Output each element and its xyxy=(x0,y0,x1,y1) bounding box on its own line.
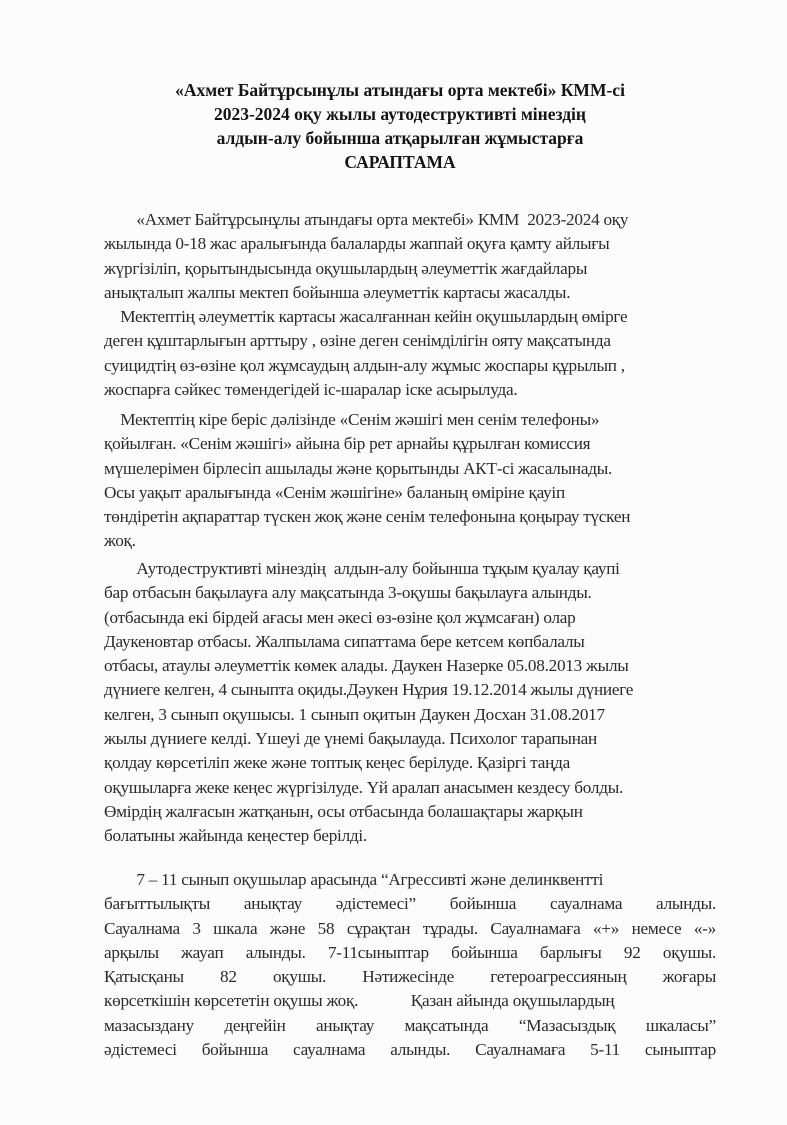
text-line: көрсеткішін көрсететін оқушы жоқ. Қазан айында оқушылардың xyxy=(104,991,615,1011)
text-line: дүниеге келген, 4 сыныпта оқиды.Дәукен Нұрия 19.12.2014 жылы дүниеге xyxy=(104,680,634,700)
text-line: арқылы жауап алынды. 7-11сыныптар бойынша барлығы 92 оқушы. xyxy=(104,942,716,962)
text-line: жоқ. xyxy=(104,531,136,551)
text-line: Өмірдің жалғасын жатқанын, осы отбасында болашақтары жарқын xyxy=(104,801,583,821)
text-line: жылында 0-18 жас аралығында балаларды жаппай оқуға қамту айлығы xyxy=(104,234,610,254)
text-line: мазасыздану деңгейін анықтау мақсатында “Мазасыздық шкаласы” xyxy=(104,1015,716,1035)
text-line: қойылған. «Сенім жәшігі» айына бір рет арнайы құрылған комиссия xyxy=(104,434,591,454)
paragraph-survey-results xyxy=(104,868,716,1062)
paragraph-prevention-plan xyxy=(104,305,710,402)
text-line: әдістемесі бойынша сауалнама алынды. Сауалнамаға 5-11 сыныптар xyxy=(104,1040,716,1060)
text-line: анықталып жалпы мектеп бойынша әлеуметтік картасы жасалды. xyxy=(104,282,571,302)
text-line: жылы дүниеге келді. Үшеуі де үнемі бақылауда. Психолог тарапынан xyxy=(104,729,598,749)
text-line: келген, 3 сынып оқушысы. 1 сынып оқитын Даукен Досхан 31.08.2017 xyxy=(104,704,605,724)
title-line: алдын-алу бойынша атқарылған жұмыстарға xyxy=(216,128,584,148)
title-line: 2023-2024 оқу жылы аутодеструктивті мінездің xyxy=(213,104,586,124)
document-title xyxy=(100,78,700,174)
text-line: 7 – 11 сынып оқушылар арасында “Агрессивті және делинквентті xyxy=(104,870,604,889)
text-line: «Ахмет Байтұрсынұлы атындағы орта мектебі» КММ 2023-2024 оқу xyxy=(104,210,629,229)
title-line: САРАПТАМА xyxy=(344,152,456,172)
text-line: Аутодеструктивті мінездің алдын-алу бойынша тұқым қуалау қаупі xyxy=(104,559,620,578)
text-line: бар отбасын бақылауға алу мақсатында 3-оқушы бақылауға алынды. xyxy=(104,583,592,603)
text-line: деген құштарлығын арттыру , өзіне деген сенімділігін ояту мақсатында xyxy=(104,331,611,351)
text-line: Мектептің әлеуметтік картасы жасалғаннан кейін оқушылардың өмірге xyxy=(104,307,628,326)
text-line: төндіретін ақпараттар түскен жоқ және сенім телефонына қоңырау түскен xyxy=(104,507,631,527)
text-line: бағыттылықты анықтау әдістемесі” бойынша сауалнама алынды. xyxy=(104,894,716,914)
text-line: отбасы, атаулы әлеуметтік көмек алады. Даукен Назерке 05.08.2013 жылы xyxy=(104,656,629,676)
text-line: Даукеновтар отбасы. Жалпылама сипаттама бере кетсем көпбалалы xyxy=(104,631,585,651)
text-line: оқушыларға жеке кеңес жүргізілуде. Үй аралап анасымен кездесу болды. xyxy=(104,777,624,797)
text-line: жоспарға сәйкес төмендегідей іс-шаралар іске асырылуда. xyxy=(104,379,518,399)
paragraph-family-monitoring xyxy=(104,557,710,849)
title-line: «Ахмет Байтұрсынұлы атындағы орта мектебі» КММ-сі xyxy=(175,80,625,100)
text-line: Қатысқаны 82 оқушы. Нәтижесінде гетероагрессияның жоғары xyxy=(104,967,716,987)
text-line: жүргізіліп, қорытындысында оқушылардың әлеуметтік жағдайлары xyxy=(104,258,588,278)
text-line: Осы уақыт аралығында «Сенім жәшігіне» баланың өміріне қауіп xyxy=(104,482,565,502)
text-line: Сауалнама 3 шкала және 58 сұрақтан тұрады. Сауалнамаға «+» немесе «-» xyxy=(104,918,716,938)
text-line: мүшелерімен бірлесіп ашылады және қорытынды АКТ-сі жасалынады. xyxy=(104,458,613,478)
text-line: болатыны жайында кеңестер берілді. xyxy=(104,826,367,846)
paragraph-social-map xyxy=(104,208,710,305)
text-line: Мектептің кіре беріс дәлізінде «Сенім жәшігі мен сенім телефоны» xyxy=(104,410,600,429)
text-line: қолдау көрсетіліп жеке және топтық кеңес берілуде. Қазіргі таңда xyxy=(104,753,570,773)
text-line: суицидтің өз-өзіне қол жұмсаудың алдын-алу жұмыс жоспары құрылып , xyxy=(104,355,625,375)
text-line: (отбасында екі бірдей ағасы мен әкесі өз-өзіне қол жұмсаған) олар xyxy=(104,607,576,627)
paragraph-trust-box xyxy=(104,408,710,554)
